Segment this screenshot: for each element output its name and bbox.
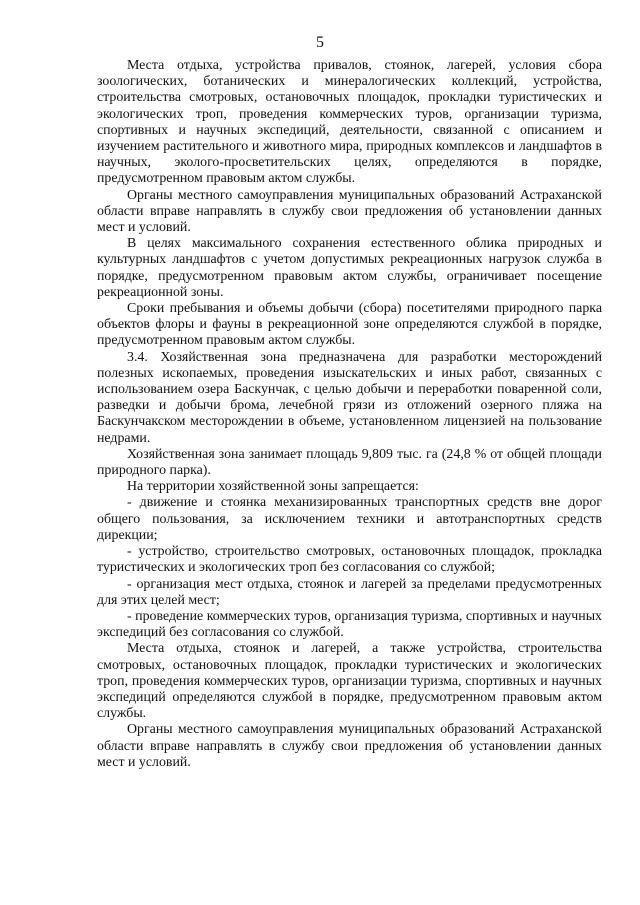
paragraph-7: На территории хозяйственной зоны запрещается: — [127, 479, 419, 495]
paragraph-4: Сроки пребывания и объемы добычи (сбора) посетителями природного парка объектов флоры и фауны в рекреационной зоне определяются службой в порядке, предусмотренном правовым актом службы. — [97, 301, 602, 349]
list-item-1: - движение и стоянка механизированных транспортных средств вне дорог общего пользования, за исключением техники и автотранспортных средств дирекции; — [97, 495, 602, 543]
list-item-2: - устройство, строительство смотровых, остановочных площадок, прокладка туристических и экологических троп без согласования со службой; — [97, 544, 602, 576]
paragraph-1: Места отдыха, устройства привалов, стоянок, лагерей, условия сбора зоологических, ботанических и минералогических коллекций, устройства, строительства смотровых, остановочных площадок, прокладки туристических и экологических троп, проведения коммерческих туров, организации туризма, спортивных и научных экспедиций, деятельности, связанной с описанием и изучением растительного и животного мира, природных комплексов и ландшафтов в научных, эколого-просветительских целях, определяются в порядке, предусмотренном правовым актом службы. — [97, 58, 602, 187]
paragraph-2: Органы местного самоуправления муниципальных образований Астраханской области вправе направлять в службу свои предложения об установлении данных мест и условий. — [97, 187, 602, 236]
list-item-4: - проведение коммерческих туров, организация туризма, спортивных и научных экспедиций без согласования со службой. — [97, 608, 602, 641]
paragraph-6: Хозяйственная зона занимает площадь 9,809 тыс. га (24,8 % от общей площади природного парка). — [97, 446, 602, 479]
paragraph-8: Места отдыха, стоянок и лагерей, а также устройства, строительства смотровых, остановочных площадок, прокладки туристических и экологических троп, проведения коммерческих туров, организации туризма, спортивных и научных экспедиций определяются службой в порядке, предусмотренном правовым актом службы. — [97, 641, 602, 722]
paragraph-5: 3.4. Хозяйственная зона предназначена для разработки месторождений полезных ископаемых, проведения изыскательских и иных работ, связанных с использованием озера Баскунчак, с целью добычи и переработки поваренной соли, разведки и добычи брома, лечебной грязи из отложений озерного пляжа на Баскунчакском месторождении в объеме, установленном лицензией на пользование недрами. — [97, 349, 602, 446]
paragraph-9: Органы местного самоуправления муниципальных образований Астраханской области вправе направлять в службу свои предложения об установлении данных мест и условий. — [97, 722, 602, 770]
list-item-3: - организация мест отдыха, стоянок и лагерей за пределами предусмотренных для этих целей мест; — [97, 576, 602, 608]
page-number: 5 — [316, 34, 324, 51]
document-body — [97, 58, 602, 771]
paragraph-3: В целях максимального сохранения естественного облика природных и культурных ландшафтов с учетом допустимых рекреационных нагрузок служба в порядке, предусмотренном правовым актом службы, ограничивает посещение рекреационной зоны. — [97, 236, 602, 300]
